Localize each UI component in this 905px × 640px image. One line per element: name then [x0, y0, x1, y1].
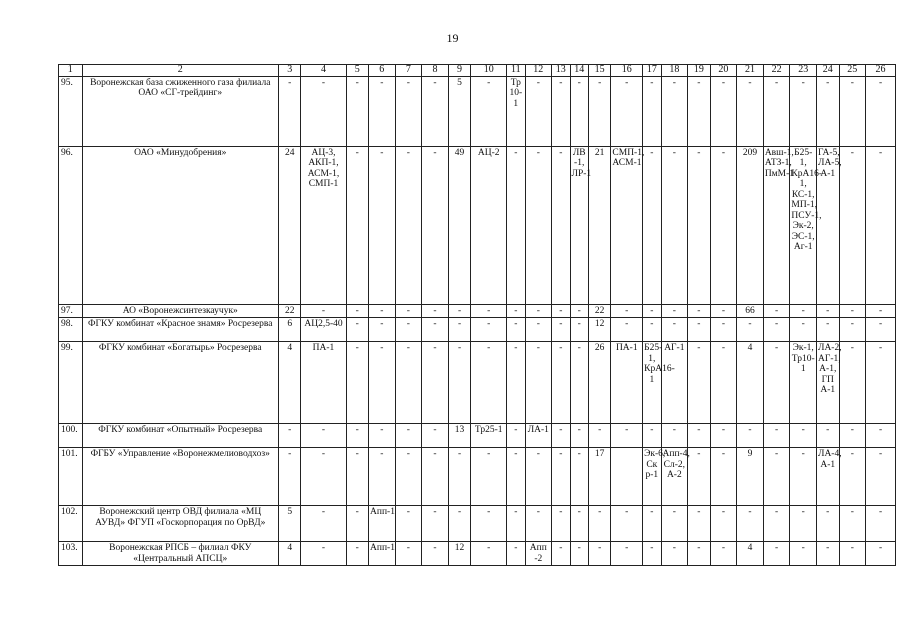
- table-cell: -: [866, 506, 896, 542]
- table-cell: -: [661, 506, 688, 542]
- table-cell: -: [471, 542, 507, 566]
- table-cell: -: [763, 506, 790, 542]
- table-cell: -: [301, 506, 346, 542]
- table-row: [59, 146, 896, 304]
- table-cell: -: [395, 506, 422, 542]
- column-number: 25: [839, 65, 866, 77]
- table-cell: 26: [588, 342, 611, 424]
- table-cell: -: [866, 342, 896, 424]
- table-cell: ЛА-2, АГ-1, А-1, ГП А-1: [817, 342, 840, 424]
- table-cell: -: [471, 448, 507, 506]
- table-cell: -: [422, 542, 449, 566]
- table-cell: -: [346, 542, 369, 566]
- table-cell: -: [369, 318, 396, 342]
- column-number: 4: [301, 65, 346, 77]
- column-number: 22: [763, 65, 790, 77]
- table-cell: 4: [737, 542, 764, 566]
- table-cell: -: [346, 342, 369, 424]
- table-cell: -: [710, 146, 737, 304]
- table-cell: Тр 10-1: [507, 76, 525, 146]
- table-cell: -: [661, 146, 688, 304]
- row-number: 101.: [59, 448, 83, 506]
- table-cell: -: [839, 304, 866, 318]
- table-cell: ЛВ -1, ЛР-1: [570, 146, 588, 304]
- table-cell: -: [790, 318, 817, 342]
- table-cell: -: [588, 542, 611, 566]
- table-cell: -: [369, 342, 396, 424]
- column-number: 19: [688, 65, 711, 77]
- column-number: 15: [588, 65, 611, 77]
- table-row: [59, 448, 896, 506]
- table-cell: -: [525, 146, 552, 304]
- table-cell: 209: [737, 146, 764, 304]
- table-cell: -: [301, 424, 346, 448]
- table-cell: -: [688, 542, 711, 566]
- table-cell: -: [301, 542, 346, 566]
- table-cell: -: [817, 304, 840, 318]
- table-cell: -: [507, 304, 525, 318]
- table-cell: -: [688, 342, 711, 424]
- column-number: 7: [395, 65, 422, 77]
- table-cell: 9: [737, 448, 764, 506]
- table-cell: -: [448, 448, 471, 506]
- table-cell: -: [643, 304, 661, 318]
- table-cell: 6: [278, 318, 301, 342]
- table-cell: ЛА-4, А-1: [817, 448, 840, 506]
- table-cell: Апп-1: [369, 542, 396, 566]
- table-cell: -: [817, 76, 840, 146]
- table-cell: -: [369, 146, 396, 304]
- table-cell: -: [790, 542, 817, 566]
- table-cell: 5: [278, 506, 301, 542]
- header-row: [59, 65, 896, 77]
- table-cell: -: [278, 424, 301, 448]
- column-number: 24: [817, 65, 840, 77]
- table-cell: -: [839, 448, 866, 506]
- table-cell: -: [570, 304, 588, 318]
- table-cell: -: [395, 342, 422, 424]
- table-cell: -: [661, 542, 688, 566]
- table-cell: ПА-1: [611, 342, 643, 424]
- table-cell: -: [643, 76, 661, 146]
- table-cell: -: [525, 304, 552, 318]
- table-cell: 4: [278, 342, 301, 424]
- table-cell: -: [817, 542, 840, 566]
- table-cell: -: [507, 506, 525, 542]
- table-cell: -: [737, 424, 764, 448]
- table-cell: -: [422, 318, 449, 342]
- table-cell: -: [643, 506, 661, 542]
- table-cell: -: [866, 76, 896, 146]
- table-cell: -: [643, 146, 661, 304]
- column-number: 10: [471, 65, 507, 77]
- table-row: [59, 424, 896, 448]
- table-cell: -: [839, 76, 866, 146]
- table-cell: -: [471, 342, 507, 424]
- organization-name: АО «Воронежсинтезкаучук»: [82, 304, 278, 318]
- table-cell: -: [552, 506, 570, 542]
- table-cell: -: [688, 76, 711, 146]
- column-number: 8: [422, 65, 449, 77]
- organization-name: ФГКУ комбинат «Богатырь» Росрезерва: [82, 342, 278, 424]
- table-cell: ПА-1: [301, 342, 346, 424]
- table-cell: -: [570, 424, 588, 448]
- table-cell: -: [737, 506, 764, 542]
- table-cell: -: [763, 304, 790, 318]
- table-cell: -: [525, 318, 552, 342]
- column-number: 6: [369, 65, 396, 77]
- table-cell: -: [839, 424, 866, 448]
- table-cell: 49: [448, 146, 471, 304]
- table-cell: -: [710, 318, 737, 342]
- table-cell: -: [552, 424, 570, 448]
- table-cell: -: [817, 424, 840, 448]
- table-cell: -: [346, 76, 369, 146]
- table-cell: 24: [278, 146, 301, 304]
- table-row: [59, 318, 896, 342]
- table-cell: ЛА-1: [525, 424, 552, 448]
- table-cell: -: [448, 318, 471, 342]
- table-cell: -: [552, 76, 570, 146]
- row-number: 96.: [59, 146, 83, 304]
- table-cell: 22: [278, 304, 301, 318]
- table-cell: -: [710, 76, 737, 146]
- table-cell: -: [369, 304, 396, 318]
- table-cell: -: [422, 448, 449, 506]
- column-number: 17: [643, 65, 661, 77]
- table-cell: -: [422, 76, 449, 146]
- table-cell: -: [839, 542, 866, 566]
- table-cell: -: [552, 342, 570, 424]
- table-cell: -: [395, 318, 422, 342]
- table-cell: -: [710, 542, 737, 566]
- table-cell: Тр25-1: [471, 424, 507, 448]
- row-number: 102.: [59, 506, 83, 542]
- table-cell: 22: [588, 304, 611, 318]
- column-number: 14: [570, 65, 588, 77]
- table-cell: Апп-1: [369, 506, 396, 542]
- table-cell: Эк-1, Тр10-1: [790, 342, 817, 424]
- table-cell: -: [643, 318, 661, 342]
- table-cell: -: [525, 76, 552, 146]
- table-cell: -: [448, 506, 471, 542]
- table-cell: -: [422, 506, 449, 542]
- table-cell: -: [346, 448, 369, 506]
- table-cell: -: [588, 76, 611, 146]
- table-cell: -: [395, 304, 422, 318]
- table-cell: Апп-4, Сл-2, А-2: [661, 448, 688, 506]
- table-cell: -: [552, 448, 570, 506]
- table-cell: СМП-1, АСМ-1: [611, 146, 643, 304]
- table-cell: АГ-1: [661, 342, 688, 424]
- table-cell: -: [448, 342, 471, 424]
- table-cell: -: [866, 424, 896, 448]
- organization-name: Воронежская база сжиженного газа филиала ОАО «СГ-трейдинг»: [82, 76, 278, 146]
- table-cell: -: [552, 318, 570, 342]
- table-cell: -: [839, 506, 866, 542]
- table-cell: -: [790, 304, 817, 318]
- table-cell: -: [661, 76, 688, 146]
- organization-name: Воронежский центр ОВД филиала «МЦ АУВД» ФГУП «Госкорпорация по ОрВД»: [82, 506, 278, 542]
- table-cell: -: [395, 448, 422, 506]
- table-row: [59, 304, 896, 318]
- table-cell: АЦ2,5-40: [301, 318, 346, 342]
- table-cell: -: [395, 424, 422, 448]
- table-cell: АЦ-3, АКП-1, АСМ-1, СМП-1: [301, 146, 346, 304]
- table-cell: -: [570, 506, 588, 542]
- organization-name: ФГКУ комбинат «Опытный» Росрезерва: [82, 424, 278, 448]
- table-cell: -: [570, 542, 588, 566]
- table-cell: -: [866, 304, 896, 318]
- table-cell: Эк-6, Ск р-1: [643, 448, 661, 506]
- table-cell: -: [688, 448, 711, 506]
- table-cell: -: [866, 448, 896, 506]
- table-cell: -: [688, 506, 711, 542]
- column-number: 3: [278, 65, 301, 77]
- table-cell: -: [422, 304, 449, 318]
- table-cell: -: [448, 304, 471, 318]
- table-cell: -: [301, 76, 346, 146]
- page-number: 19: [446, 31, 459, 45]
- column-number: 11: [507, 65, 525, 77]
- table-cell: -: [507, 146, 525, 304]
- table-cell: -: [737, 76, 764, 146]
- table-cell: -: [346, 506, 369, 542]
- table-cell: -: [507, 448, 525, 506]
- organization-name: Воронежская РПСБ – филиал ФКУ «Центральный АПСЦ»: [82, 542, 278, 566]
- table-cell: АЦ-2: [471, 146, 507, 304]
- table-cell: -: [737, 318, 764, 342]
- table-cell: -: [507, 318, 525, 342]
- table-cell: -: [552, 146, 570, 304]
- table-cell: -: [790, 76, 817, 146]
- table-cell: -: [661, 424, 688, 448]
- table-cell: 66: [737, 304, 764, 318]
- table-cell: -: [817, 506, 840, 542]
- table-cell: -: [839, 342, 866, 424]
- table-cell: -: [369, 424, 396, 448]
- column-number: 23: [790, 65, 817, 77]
- table-cell: -: [839, 146, 866, 304]
- table-cell: -: [507, 424, 525, 448]
- table-cell: [611, 448, 643, 506]
- row-number: 98.: [59, 318, 83, 342]
- column-number: 5: [346, 65, 369, 77]
- table-cell: -: [688, 304, 711, 318]
- table-cell: -: [278, 76, 301, 146]
- table-cell: -: [710, 342, 737, 424]
- table-cell: -: [790, 506, 817, 542]
- table-cell: 13: [448, 424, 471, 448]
- row-number: 100.: [59, 424, 83, 448]
- table-cell: -: [395, 146, 422, 304]
- table-cell: Апп -2: [525, 542, 552, 566]
- table-cell: -: [395, 76, 422, 146]
- column-number: 2: [82, 65, 278, 77]
- table-cell: -: [346, 318, 369, 342]
- table-cell: -: [301, 448, 346, 506]
- column-number: 1: [59, 65, 83, 77]
- table-cell: 21: [588, 146, 611, 304]
- organization-name: ФГБУ «Управление «Воронежмелиоводхоз»: [82, 448, 278, 506]
- table-cell: -: [763, 542, 790, 566]
- table-row: [59, 542, 896, 566]
- table-cell: -: [688, 318, 711, 342]
- table-cell: -: [661, 318, 688, 342]
- table-cell: -: [422, 342, 449, 424]
- table-cell: -: [710, 506, 737, 542]
- table-cell: 12: [448, 542, 471, 566]
- table-cell: ГА-5, ЛА-5, А-1: [817, 146, 840, 304]
- table-cell: -: [763, 424, 790, 448]
- table-cell: -: [688, 424, 711, 448]
- table-cell: -: [301, 304, 346, 318]
- table-cell: Б25-1, КрА16-1: [643, 342, 661, 424]
- table-cell: 5: [448, 76, 471, 146]
- table-cell: -: [588, 424, 611, 448]
- table-cell: -: [763, 76, 790, 146]
- table-cell: -: [369, 448, 396, 506]
- table-cell: -: [866, 318, 896, 342]
- table-cell: -: [525, 506, 552, 542]
- table-cell: -: [611, 304, 643, 318]
- table-cell: -: [763, 342, 790, 424]
- table-cell: -: [346, 146, 369, 304]
- table-cell: -: [866, 542, 896, 566]
- column-number: 18: [661, 65, 688, 77]
- table-cell: -: [611, 318, 643, 342]
- column-number: 12: [525, 65, 552, 77]
- table-cell: 4: [278, 542, 301, 566]
- table-cell: -: [570, 448, 588, 506]
- table-cell: -: [552, 304, 570, 318]
- table-cell: Б25-1, КрА16-1, КС-1, МП-1, ПСУ-1, Эк-2, ЭС-1, Аг-1: [790, 146, 817, 304]
- row-number: 99.: [59, 342, 83, 424]
- table-cell: -: [790, 424, 817, 448]
- table-cell: -: [570, 76, 588, 146]
- table-row: [59, 506, 896, 542]
- organization-name: ФГКУ комбинат «Красное знамя» Росрезерва: [82, 318, 278, 342]
- table-cell: -: [570, 342, 588, 424]
- table-cell: -: [570, 318, 588, 342]
- table-cell: -: [643, 424, 661, 448]
- table-cell: -: [471, 76, 507, 146]
- row-number: 97.: [59, 304, 83, 318]
- column-number: 26: [866, 65, 896, 77]
- table-cell: -: [507, 542, 525, 566]
- table-cell: -: [710, 304, 737, 318]
- table-cell: -: [611, 76, 643, 146]
- table-cell: -: [525, 342, 552, 424]
- table-cell: -: [763, 318, 790, 342]
- table-cell: -: [611, 542, 643, 566]
- table-cell: -: [471, 304, 507, 318]
- table-cell: -: [790, 448, 817, 506]
- table-cell: 4: [737, 342, 764, 424]
- table-cell: -: [611, 424, 643, 448]
- table-cell: -: [507, 342, 525, 424]
- column-number: 13: [552, 65, 570, 77]
- column-number: 20: [710, 65, 737, 77]
- register-table: [58, 64, 896, 566]
- table-cell: -: [278, 448, 301, 506]
- organization-name: ОАО «Минудобрения»: [82, 146, 278, 304]
- table-cell: -: [346, 424, 369, 448]
- table-row: [59, 76, 896, 146]
- table-cell: -: [611, 506, 643, 542]
- table-cell: Авш-1, АТЗ-1, ПмМ-1: [763, 146, 790, 304]
- column-number: 21: [737, 65, 764, 77]
- table-cell: -: [710, 424, 737, 448]
- table-cell: -: [395, 542, 422, 566]
- table-cell: -: [346, 304, 369, 318]
- table-cell: -: [839, 318, 866, 342]
- table-cell: -: [643, 542, 661, 566]
- table-cell: -: [817, 318, 840, 342]
- table-cell: -: [688, 146, 711, 304]
- table-cell: -: [710, 448, 737, 506]
- row-number: 103.: [59, 542, 83, 566]
- table-cell: -: [471, 318, 507, 342]
- table-cell: -: [588, 506, 611, 542]
- table-cell: -: [763, 448, 790, 506]
- table-cell: 12: [588, 318, 611, 342]
- column-number: 9: [448, 65, 471, 77]
- table-cell: 17: [588, 448, 611, 506]
- table-cell: -: [552, 542, 570, 566]
- table-cell: -: [525, 448, 552, 506]
- column-number: 16: [611, 65, 643, 77]
- table-cell: -: [866, 146, 896, 304]
- table-cell: -: [471, 506, 507, 542]
- table-cell: -: [422, 146, 449, 304]
- table-row: [59, 342, 896, 424]
- row-number: 95.: [59, 76, 83, 146]
- table-cell: -: [661, 304, 688, 318]
- table-cell: -: [369, 76, 396, 146]
- table-cell: -: [422, 424, 449, 448]
